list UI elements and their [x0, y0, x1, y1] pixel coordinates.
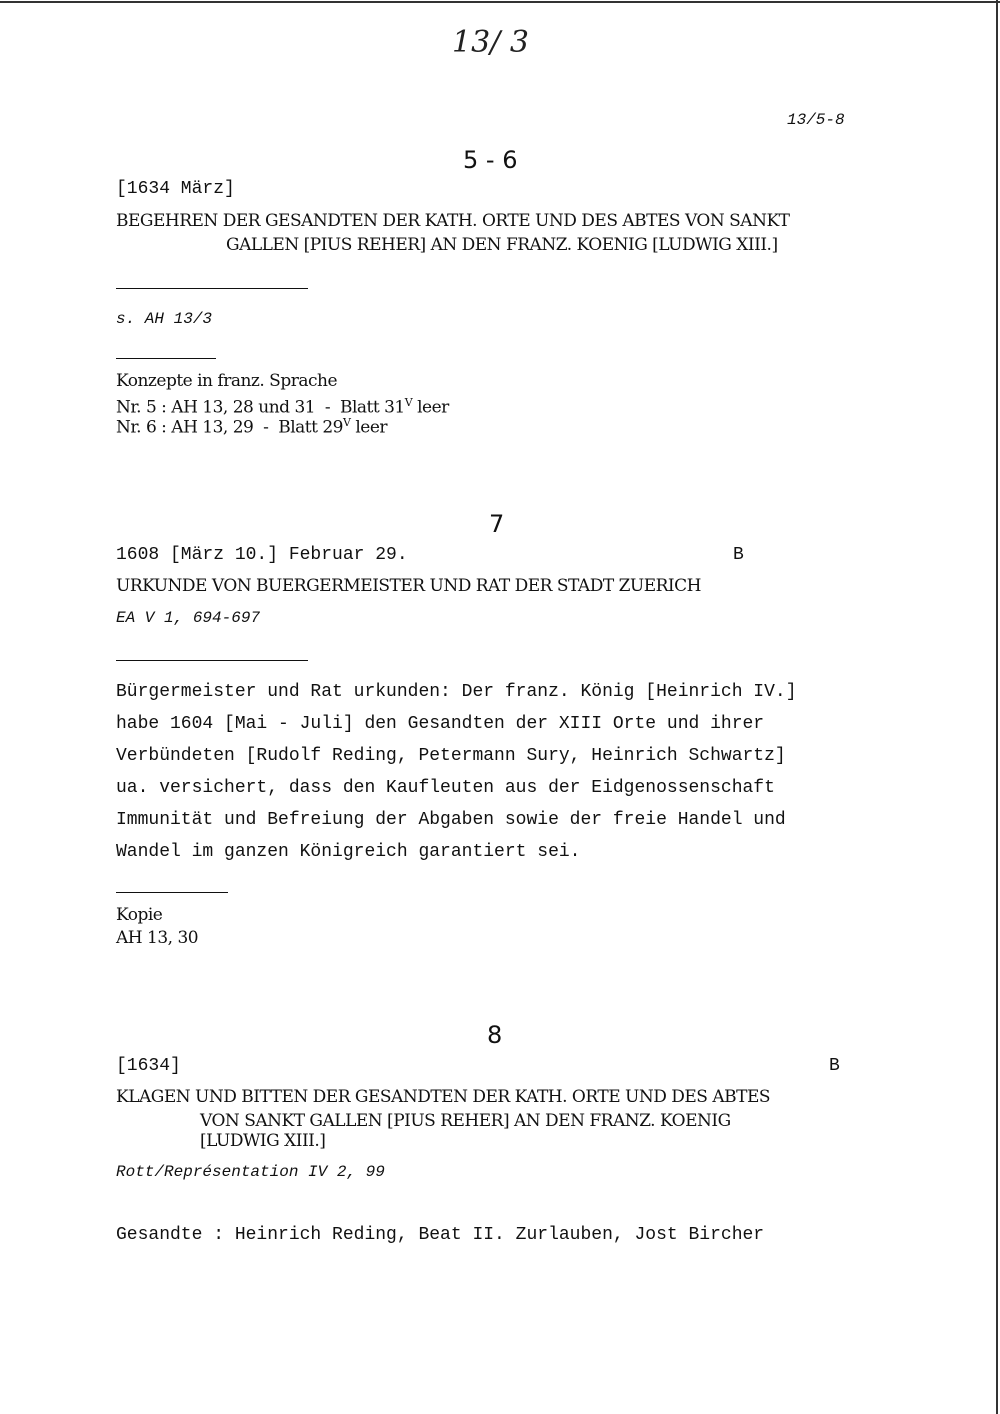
divider-rule: [116, 660, 308, 661]
divider-rule: [116, 892, 228, 893]
entry-title-line: GALLEN [PIUS REHER] AN DEN FRANZ. KOENIG [LUDWIG XIII.]: [226, 235, 778, 255]
divider-rule: [116, 288, 308, 289]
entry-source: EA V 1, 694-697: [116, 609, 261, 627]
body-line: habe 1604 [Mai - Juli] den Gesandten der XIII Orte und ihrer: [116, 714, 765, 734]
handwritten-page-mark: 13/ 3: [452, 25, 529, 60]
body-line: Verbündeten [Rudolf Reding, Petermann Sury, Heinrich Schwartz]: [116, 746, 786, 766]
entry-number: 5 - 6: [463, 146, 518, 174]
reference-id: 13/5-8: [787, 111, 845, 129]
entry-marker: B: [829, 1056, 840, 1076]
entry-title-line: URKUNDE VON BUERGERMEISTER UND RAT DER STADT ZUERICH: [116, 576, 701, 596]
entry-date: 1608 [März 10.] Februar 29.: [116, 545, 408, 565]
entry-title-line: BEGEHREN DER GESANDTEN DER KATH. ORTE UND DES ABTES VON SANKT: [116, 211, 790, 231]
see-reference: s. AH 13/3: [116, 310, 213, 328]
scan-border-top: [0, 1, 1000, 3]
entry-source: Rott/Représentation IV 2, 99: [116, 1163, 385, 1181]
drafts-heading: Konzepte in franz. Sprache: [116, 371, 337, 391]
envoys-line: Gesandte : Heinrich Reding, Beat II. Zurlauben, Jost Bircher: [116, 1225, 765, 1245]
entry-title-line: [LUDWIG XIII.]: [200, 1131, 326, 1151]
body-line: Wandel im ganzen Königreich garantiert sei.: [116, 842, 581, 862]
entry-marker: B: [733, 545, 744, 565]
draft-line: Nr. 6 : AH 13, 29 - Blatt $29^V$ leer: [116, 416, 388, 438]
draft-line: Nr. 5 : AH 13, 28 und 31 - Blatt $31^V$ leer: [116, 396, 449, 418]
copy-label: Kopie: [116, 905, 163, 925]
scan-border-right: [996, 0, 998, 1414]
body-line: ua. versichert, dass den Kaufleuten aus der Eidgenossenschaft: [116, 778, 775, 798]
entry-title-line: KLAGEN UND BITTEN DER GESANDTEN DER KATH. ORTE UND DES ABTES: [116, 1087, 771, 1107]
entry-date: [1634]: [116, 1056, 181, 1076]
copy-reference: AH 13, 30: [116, 928, 199, 948]
entry-date: [1634 März]: [116, 179, 235, 199]
entry-number: 7: [489, 510, 505, 538]
body-line: Immunität und Befreiung der Abgaben sowie der freie Handel und: [116, 810, 786, 830]
entry-title-line: VON SANKT GALLEN [PIUS REHER] AN DEN FRANZ. KOENIG: [200, 1111, 731, 1131]
body-line: Bürgermeister und Rat urkunden: Der franz. König [Heinrich IV.]: [116, 682, 797, 702]
divider-rule: [116, 358, 216, 359]
entry-number: 8: [487, 1021, 503, 1049]
